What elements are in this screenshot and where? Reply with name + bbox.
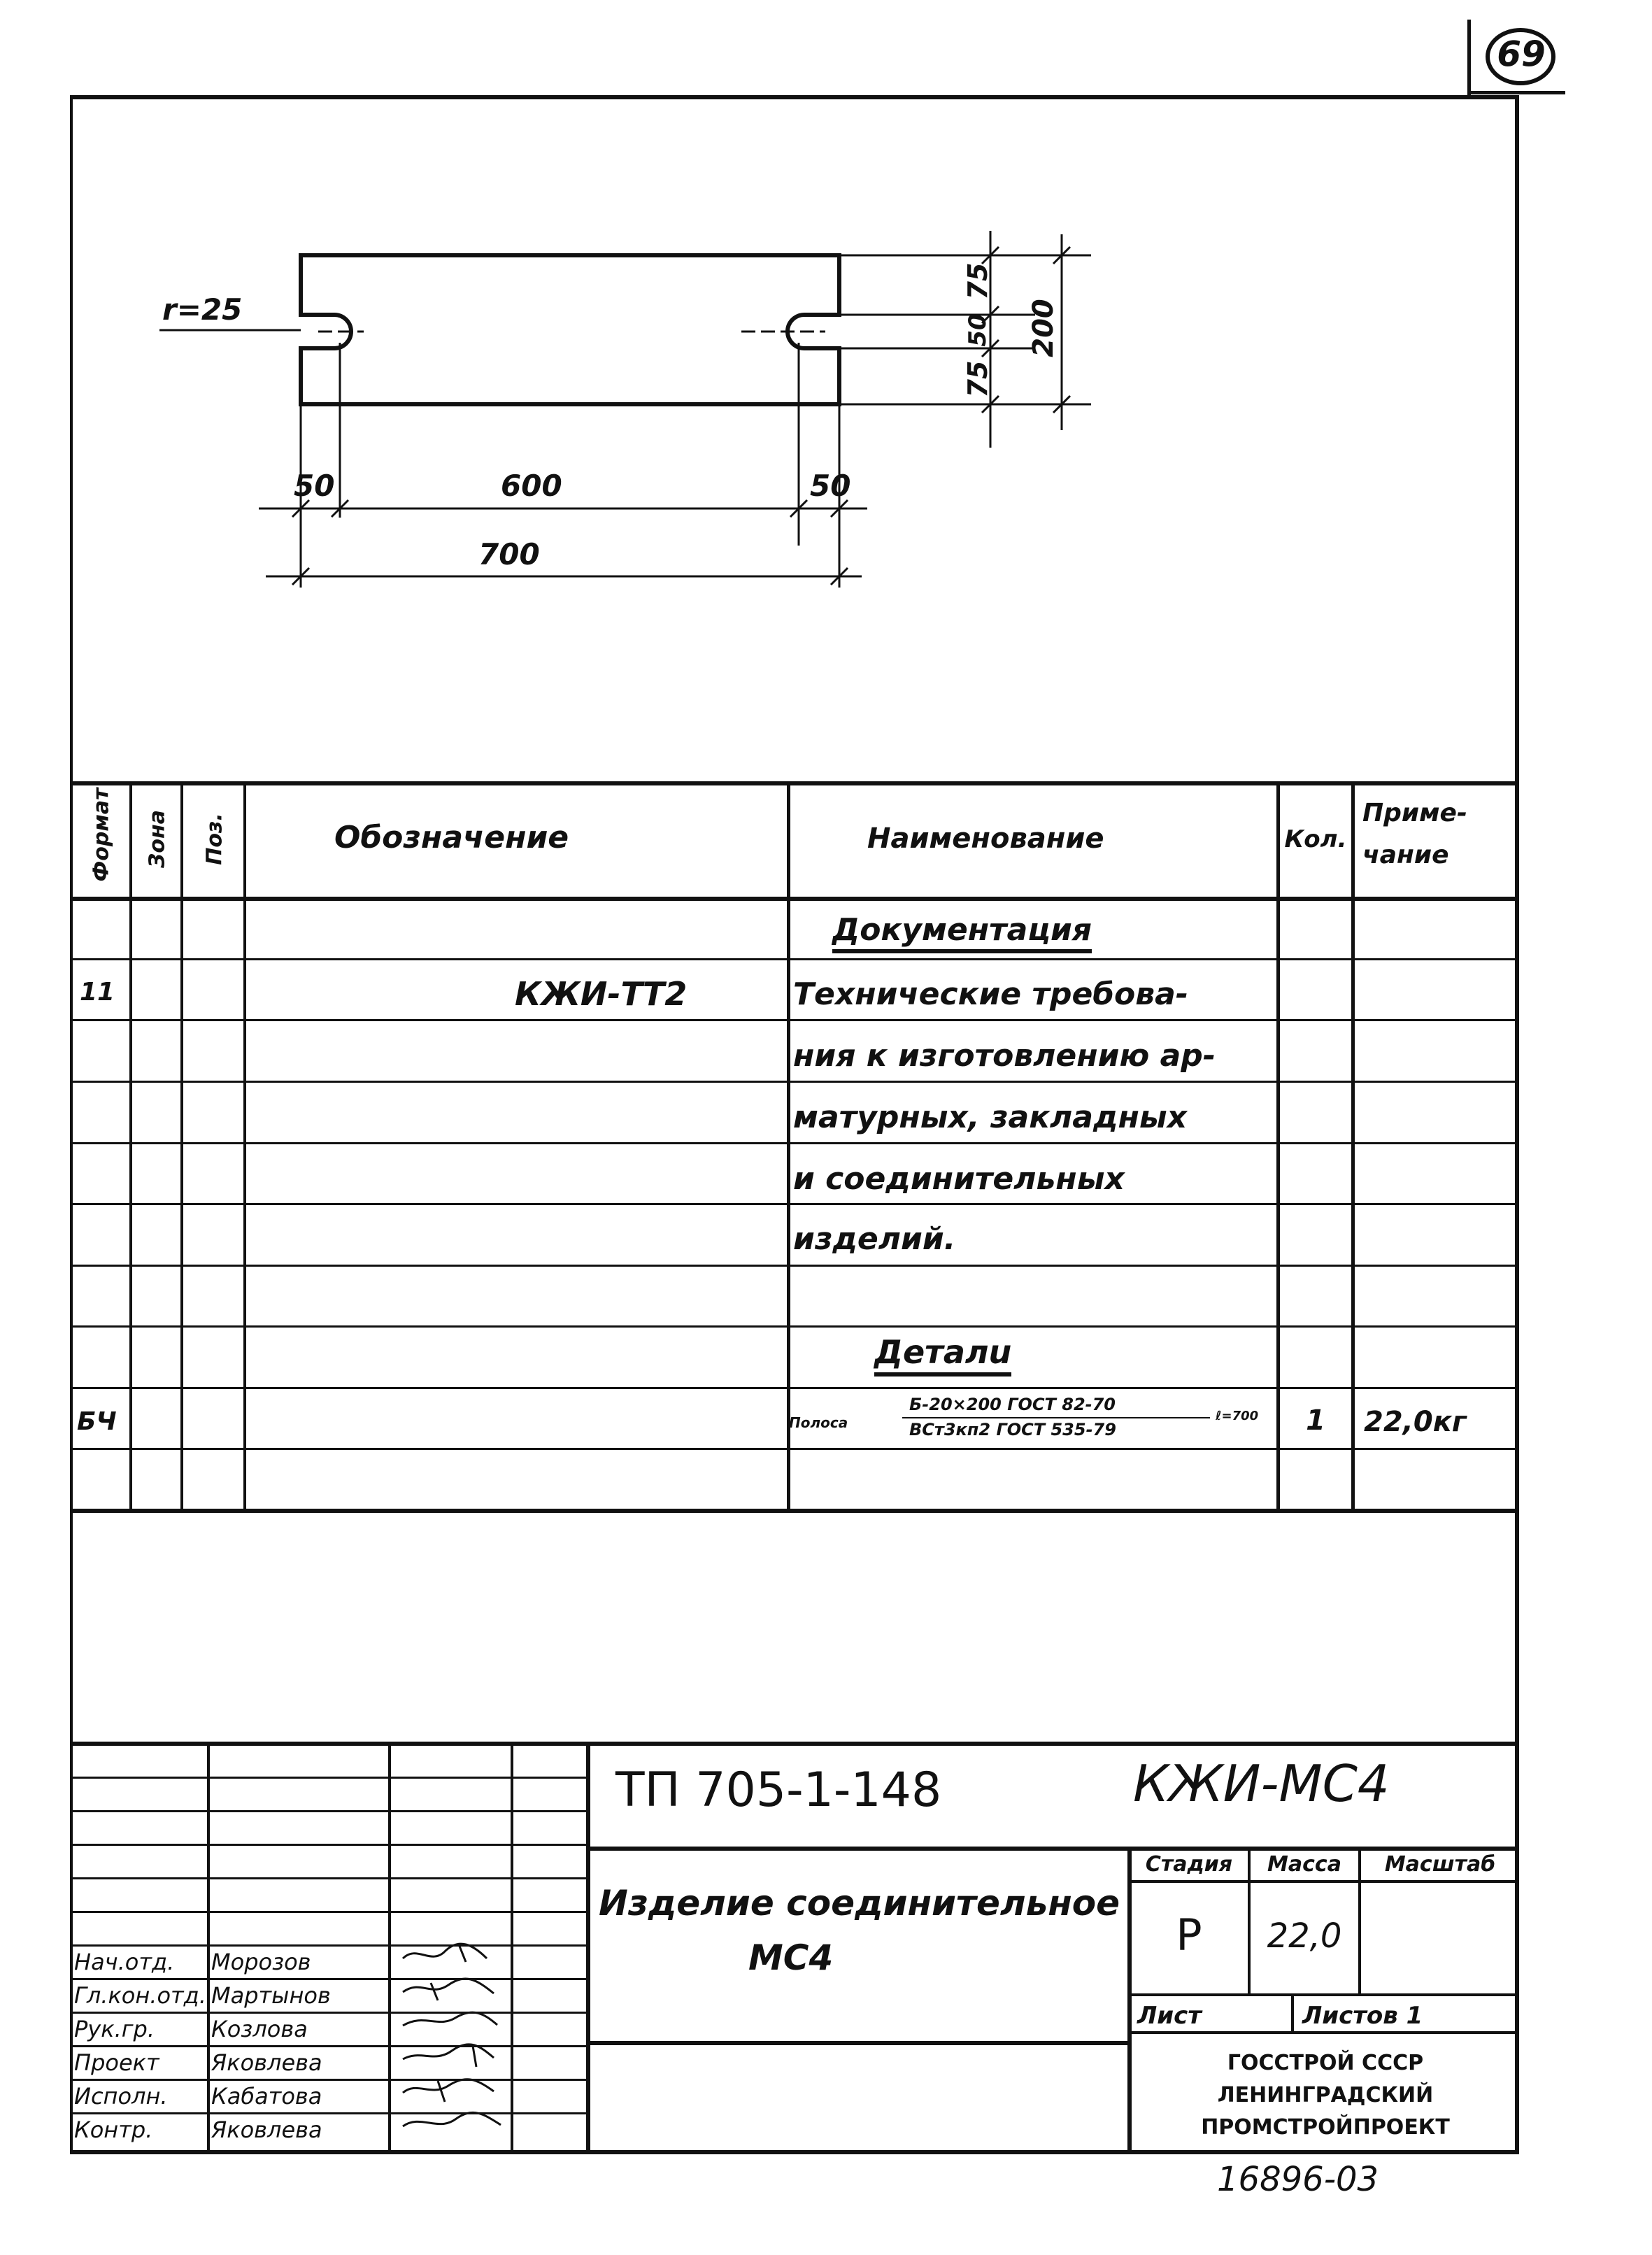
signature-scribbles bbox=[389, 1930, 515, 2154]
doc-row-name-line1: Технические требова- bbox=[793, 976, 1189, 1012]
part-outline bbox=[301, 255, 839, 404]
sheet-label: Лист bbox=[1137, 2002, 1202, 2030]
header-pos: Поз. bbox=[202, 813, 227, 865]
radius-label: r=25 bbox=[162, 292, 243, 327]
detail-row-qty: 1 bbox=[1306, 1404, 1325, 1437]
sig-name-1: Морозов bbox=[211, 1949, 311, 1975]
sig-role-3: Рук.гр. bbox=[74, 2016, 155, 2042]
stage-value: Р bbox=[1176, 1909, 1202, 1961]
sig-role-6: Контр. bbox=[74, 2117, 153, 2143]
part-drawing bbox=[0, 0, 1652, 699]
section-details: Деталu bbox=[874, 1333, 1011, 1377]
sig-name-2: Мартынов bbox=[211, 1982, 331, 2009]
sig-role-5: Исполн. bbox=[74, 2083, 168, 2110]
dim-200: 200 bbox=[1027, 299, 1060, 357]
doc-row-name-line4: и соединительных bbox=[793, 1161, 1125, 1197]
org-line1: ГОССТРОЙ СССР bbox=[1227, 2051, 1424, 2075]
sig-role-1: Нач.отд. bbox=[74, 1949, 175, 1975]
doc-mark: КЖИ-МС4 bbox=[1133, 1754, 1390, 1813]
doc-row-format: 11 bbox=[80, 978, 115, 1006]
title-line1: Изделие соединительное bbox=[599, 1883, 1120, 1923]
header-designation: Обозначение bbox=[334, 820, 569, 855]
sheets-label: Листов 1 bbox=[1302, 2002, 1423, 2030]
dim-75-top: 75 bbox=[962, 262, 993, 300]
dim-75-bottom: 75 bbox=[962, 360, 993, 398]
sig-name-3: Козлова bbox=[211, 2016, 308, 2042]
section-documentation: Документация bbox=[832, 912, 1092, 953]
title-line2: МС4 bbox=[748, 1937, 834, 1978]
detail-row-name-length: ℓ=700 bbox=[1216, 1409, 1259, 1423]
dim-700: 700 bbox=[478, 537, 540, 571]
sig-name-5: Кабатова bbox=[211, 2083, 322, 2110]
doc-row-designation: КЖИ-ТТ2 bbox=[515, 975, 688, 1013]
dim-50-mid: 50 bbox=[964, 313, 992, 347]
detail-row-note: 22,0кг bbox=[1364, 1406, 1467, 1438]
dim-left-50: 50 bbox=[294, 469, 335, 503]
sig-role-2: Гл.кон.отд. bbox=[74, 1982, 206, 2009]
sig-name-4: Яковлева bbox=[211, 2049, 322, 2076]
archive-number: 16896-03 bbox=[1217, 2160, 1379, 2199]
detail-row-name-bottom: ВСт3кп2 ГОСТ 535-79 bbox=[909, 1420, 1116, 1439]
doc-row-name-line5: изделий. bbox=[793, 1221, 956, 1257]
detail-row-name-top: Б-20×200 ГОСТ 82-70 bbox=[909, 1395, 1116, 1414]
sig-name-6: Яковлева bbox=[211, 2117, 322, 2143]
detail-row-fraction-bar bbox=[902, 1417, 1210, 1418]
org-line2: ЛЕНИНГРАДСКИЙ bbox=[1217, 2083, 1434, 2107]
doc-code: ТП 705-1-148 bbox=[615, 1763, 942, 1818]
stage-label: Стадия bbox=[1145, 1852, 1233, 1877]
mass-value: 22,0 bbox=[1267, 1916, 1342, 1956]
header-format: Формат bbox=[89, 788, 114, 882]
dim-right-50: 50 bbox=[810, 469, 851, 503]
header-name: Наименование bbox=[867, 823, 1104, 855]
dim-600: 600 bbox=[501, 469, 562, 503]
doc-row-name-line3: матурных, закладных bbox=[793, 1100, 1188, 1135]
header-note-line1: Приме- bbox=[1362, 799, 1467, 827]
header-qty: Кол. bbox=[1284, 825, 1347, 853]
org-line3: ПРОМСТРОЙПРОЕКТ bbox=[1201, 2115, 1450, 2140]
sig-role-4: Проект bbox=[74, 2049, 159, 2076]
detail-row-name-prefix: Полоса bbox=[789, 1414, 848, 1431]
doc-row-name-line2: ния к изготовлению ар- bbox=[793, 1038, 1216, 1074]
scale-label: Масштаб bbox=[1384, 1852, 1496, 1877]
header-zone: Зона bbox=[145, 810, 170, 868]
detail-row-format: БЧ bbox=[77, 1407, 117, 1436]
mass-label: Масса bbox=[1267, 1852, 1341, 1877]
header-note-line2: чание bbox=[1362, 841, 1449, 869]
sheet-number: 69 bbox=[1497, 34, 1546, 74]
